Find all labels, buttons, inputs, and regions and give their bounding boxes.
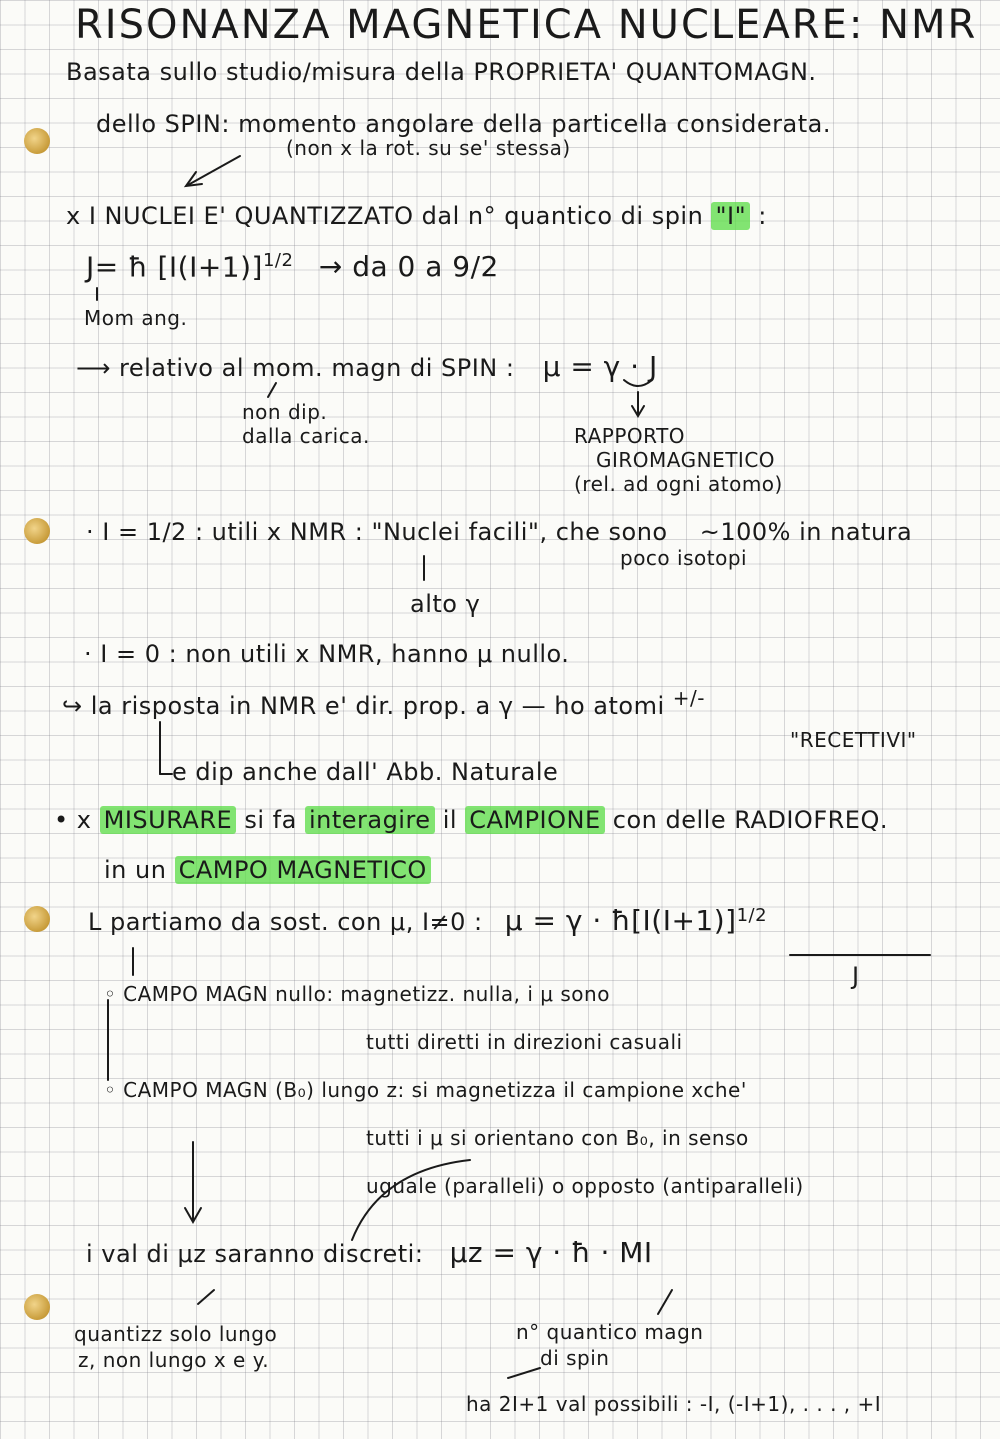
label-di-spin: di spin [540,1346,610,1370]
formula-j-label: J [852,962,860,990]
note-line-29 [86,1236,653,1269]
formula-angular-momentum [86,250,499,283]
note-line-2: dello SPIN: momento angolare della particella considerata. [96,110,831,138]
formula-mu: μ = γ · ħ[I(I+1)] [504,904,737,937]
note-quantizz-axes: z, non lungo x e y. [78,1348,270,1372]
note-quantizz: quantizz solo lungo [74,1322,278,1346]
note-text: : [758,202,767,230]
note-non-dip: non dip. [242,400,328,424]
note-text: si fa [244,806,297,834]
label-giromagnetico: GIROMAGNETICO [596,448,776,472]
note-line-17 [62,686,705,720]
note-text: i val di μz saranno discreti: [86,1240,424,1268]
note-line-21 [104,856,431,884]
note-poco-isotopi: poco isotopi [620,546,748,570]
note-line-24: ◦ CAMPO MAGN nullo: magnetizz. nulla, i μ sono [104,982,610,1006]
note-text: con delle RADIOFREQ. [612,806,888,834]
formula-magnetic-moment: μ = γ · J [542,350,658,383]
note-line-1: Basata sullo studio/misura della PROPRIETA' QUANTOMAGN. [66,58,817,86]
note-text: ~100% in natura [699,518,913,546]
note-text: ↪ la risposta in NMR e' dir. prop. a γ — ho atomi [62,692,665,720]
label-magnetic-quantum-number: n° quantico magn [516,1320,704,1344]
note-alto-gamma: alto γ [410,590,481,618]
highlight-campione: CAMPIONE [465,806,604,834]
formula-exponent: 1/2 [262,250,294,271]
note-line-34: ha 2I+1 val possibili : -I, (-I+1), . . . , +I [466,1392,882,1416]
formula-mu-z: μz = γ · ħ · MI [449,1236,653,1269]
note-text: il [442,806,458,834]
note-line-28: uguale (paralleli) o opposto (antiparalleli) [366,1174,804,1198]
note-line-20 [54,806,888,834]
note-line-26: ◦ CAMPO MAGN (B₀) lungo z: si magnetizza il campione xche' [104,1078,747,1102]
note-line-3: (non x la rot. su se' stessa) [286,136,571,160]
note-plus-minus: +/- [672,686,706,710]
formula-text: J= ħ [I(I+1)] [86,250,263,284]
note-line-13 [86,518,912,546]
note-line-19: e dip anche dall' Abb. Naturale [172,758,559,786]
note-text: ⟶ relativo al mom. magn di SPIN : [76,354,515,382]
note-text: · I = 1/2 : utili x NMR : "Nuclei facili", che sono [86,518,668,546]
note-dalla-carica: dalla carica. [242,424,370,448]
page-title: RISONANZA MAGNETICA NUCLEARE: NMR [75,2,978,48]
note-mom-ang: Mom ang. [84,306,188,330]
label-rapporto: RAPPORTO [574,424,686,448]
note-text: • x [54,806,92,834]
highlight-misurare: MISURARE [100,806,237,834]
note-line-4 [66,202,767,230]
note-text: L partiamo da sost. con μ, I≠0 : [88,908,483,936]
note-line-22 [88,904,767,937]
note-text: x I NUCLEI E' QUANTIZZATO dal n° quantico di spin [66,202,704,230]
note-line-7 [76,350,658,383]
highlight-interagire: interagire [305,806,435,834]
label-rel-atomo: (rel. ad ogni atomo) [574,472,783,496]
note-text: in un [104,856,167,884]
formula-range: → da 0 a 9/2 [318,250,499,284]
highlight-spin-number: "I" [711,202,750,230]
note-line-27: tutti i μ si orientano con B₀, in senso [366,1126,749,1150]
note-line-25: tutti diretti in direzioni casuali [366,1030,683,1054]
note-recettivi: "RECETTIVI" [790,728,917,752]
note-line-16: · I = 0 : non utili x NMR, hanno μ nullo. [84,640,570,668]
formula-exponent: 1/2 [736,905,768,926]
highlight-campo-magnetico: CAMPO MAGNETICO [175,856,431,884]
